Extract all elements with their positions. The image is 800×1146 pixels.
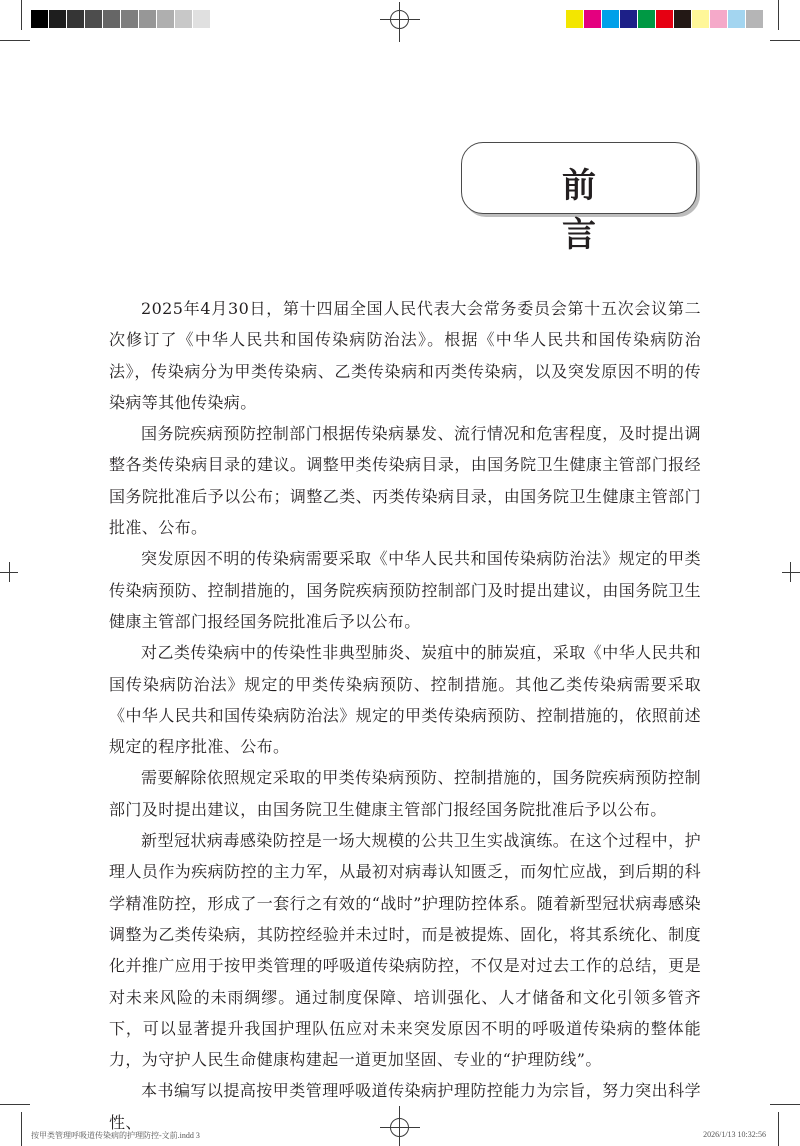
crop-mark-bottom-left-v xyxy=(21,1112,22,1146)
gray-swatch xyxy=(157,10,175,28)
color-calibration-bar xyxy=(566,10,764,28)
color-swatch xyxy=(638,10,656,28)
color-swatch xyxy=(566,10,584,28)
color-swatch xyxy=(656,10,674,28)
crop-mark-top-right-v xyxy=(778,0,779,30)
paragraph: 需要解除依照规定采取的甲类传染病预防、控制措施的，国务院疾病预防控制部门及时提出建议，由国务院卫生健康主管部门报经国务院批准后予以公布。 xyxy=(109,768,701,819)
registration-mark-left-v xyxy=(9,562,10,582)
color-swatch xyxy=(620,10,638,28)
gray-swatch xyxy=(103,10,121,28)
registration-mark-right-v xyxy=(790,562,791,582)
paragraph: 2025年4月30日，第十四届全国人民代表大会常务委员会第十五次会议第二次修订了《中华人民共和国传染病防治法》。根据《中华人民共和国传染病防治法》，传染病分为甲类传染病、乙类传染病和丙类传染病，以及突发原因不明的传染病等其他传染病。 xyxy=(109,299,701,412)
gray-swatch xyxy=(67,10,85,28)
gray-swatch xyxy=(175,10,193,28)
crop-mark-top-left-h xyxy=(0,40,30,41)
footer-file-info: 按甲类管理呼吸道传染病的护理防控-文前.indd 3 xyxy=(31,1131,200,1140)
preface-body xyxy=(109,293,701,1138)
preface-title-box xyxy=(461,142,762,255)
crop-mark-top-right-h xyxy=(770,40,800,41)
color-swatch xyxy=(584,10,602,28)
page-title: 前 言 xyxy=(562,166,762,255)
color-swatch xyxy=(728,10,746,28)
registration-mark-top-circle xyxy=(390,10,409,29)
paragraph: 本书编写以提高按甲类管理呼吸道传染病护理防控能力为宗旨，努力突出科学性、 xyxy=(109,1081,701,1132)
paragraph: 突发原因不明的传染病需要采取《中华人民共和国传染病防治法》规定的甲类传染病预防、控制措施的，国务院疾病预防控制部门及时提出建议，由国务院卫生健康主管部门报经国务院批准后予以公布。 xyxy=(109,549,701,631)
color-swatch xyxy=(602,10,620,28)
gray-swatch xyxy=(211,10,229,28)
color-swatch xyxy=(674,10,692,28)
paragraph: 对乙类传染病中的传染性非典型肺炎、炭疽中的肺炭疽，采取《中华人民共和国传染病防治法》规定的甲类传染病预防、控制措施。其他乙类传染病需要采取《中华人民共和国传染病防治法》规定的甲类传染病预防、控制措施的，依照前述规定的程序批准、公布。 xyxy=(109,643,701,757)
footer-timestamp: 2026/1/13 10:32:56 xyxy=(703,1130,766,1139)
gray-swatch xyxy=(121,10,139,28)
gray-swatch xyxy=(85,10,103,28)
gray-swatch xyxy=(139,10,157,28)
crop-mark-bottom-right-v xyxy=(778,1112,779,1146)
crop-mark-bottom-right-h xyxy=(770,1104,800,1105)
paragraph: 国务院疾病预防控制部门根据传染病暴发、流行情况和危害程度，及时提出调整各类传染病目录的建议。调整甲类传染病目录，由国务院卫生健康主管部门报经国务院批准后予以公布；调整乙类、丙类传染病目录，由国务院卫生健康主管部门批准、公布。 xyxy=(109,424,701,538)
color-swatch xyxy=(692,10,710,28)
gray-swatch xyxy=(49,10,67,28)
color-swatch xyxy=(746,10,764,28)
gray-calibration-bar xyxy=(31,10,229,28)
registration-mark-right-h xyxy=(782,572,800,573)
paragraph: 新型冠状病毒感染防控是一场大规模的公共卫生实战演练。在这个过程中，护理人员作为疾病防控的主力军，从最初对病毒认知匮乏，而匆忙应战，到后期的科学精准防控，形成了一套行之有效的“战时”护理防控体系。随着新型冠状病毒感染调整为乙类传染病，其防控经验并未过时，而是被提炼、固化，将其系统化、制度化并推广应用于按甲类管理的呼吸道传染病防控，不仅是对过去工作的总结，更是对未来风险的未雨绸缪。通过制度保障、培训强化、人才储备和文化引领多管齐下，可以显著提升我国护理队伍应对未来突发原因不明的呼吸道传染病的整体能力，为守护人民生命健康构建起一道更加坚固、专业的“护理防线”。 xyxy=(109,831,701,1070)
gray-swatch xyxy=(31,10,49,28)
crop-mark-top-left-v xyxy=(21,0,22,30)
color-swatch xyxy=(710,10,728,28)
crop-mark-bottom-left-h xyxy=(0,1104,30,1105)
gray-swatch xyxy=(193,10,211,28)
